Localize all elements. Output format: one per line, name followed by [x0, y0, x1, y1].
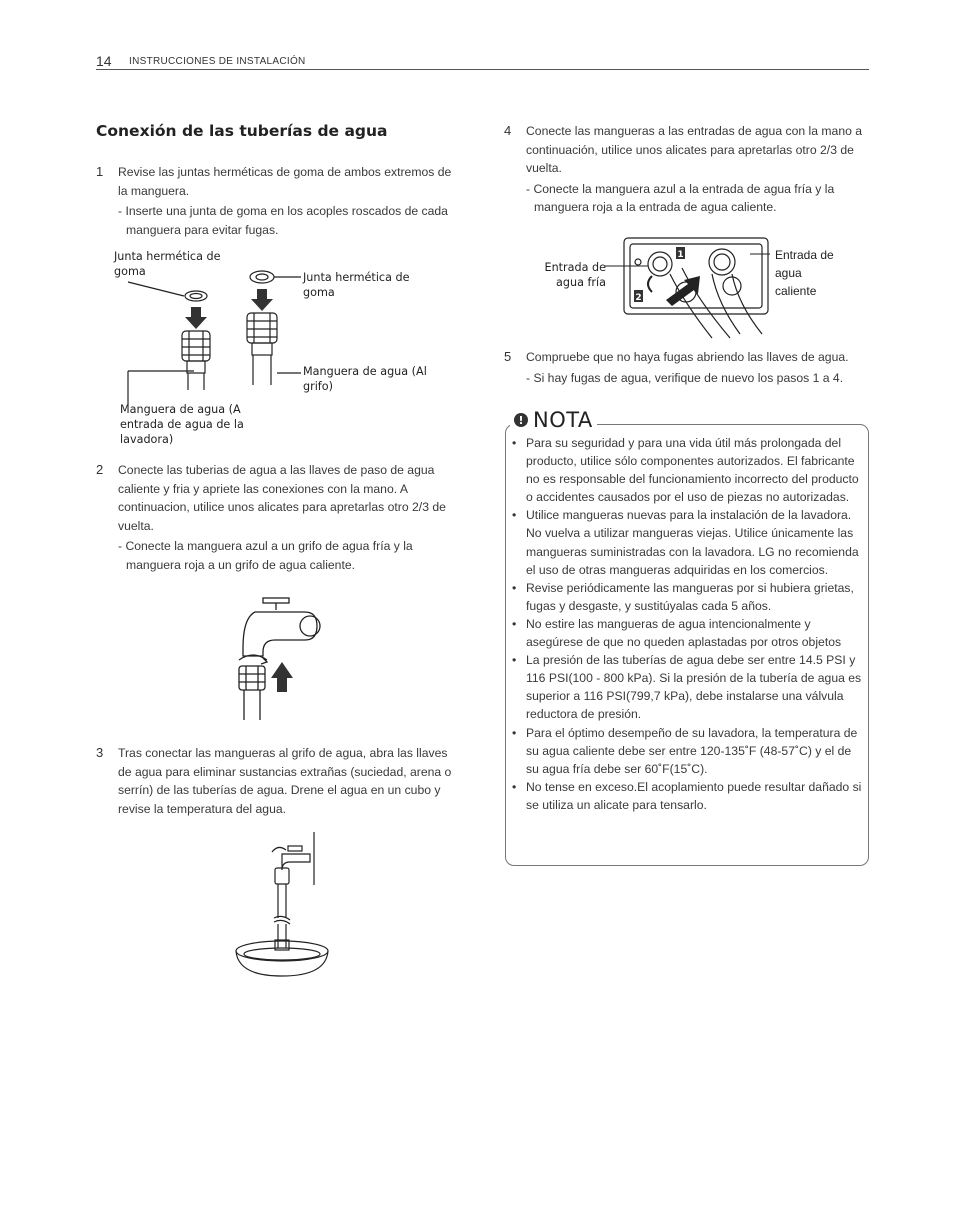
step-number: 4 — [504, 123, 512, 138]
label-seal-left: Junta hermética de goma — [114, 250, 221, 278]
step-text: Tras conectar las mangueras al grifo de agua, abra las llaves de agua para eliminar sustancias extrañas (suciedad, arena o serrín) de las tuberías de agua. Drene el agua en un cubo y revise la temperatura del agua. — [118, 746, 452, 816]
note-header — [510, 408, 597, 432]
page-number: 14 — [96, 53, 112, 69]
cold-inlet — [648, 252, 672, 276]
label-cold-inlet: Entrada de agua fría — [544, 261, 606, 289]
step-number: 5 — [504, 349, 512, 364]
rotate-arrow-icon — [648, 276, 652, 292]
label-hose-washer: Manguera de agua (A entrada de agua de la lavadora) — [120, 403, 244, 446]
note-item: • Para su seguridad y para una vida útil más prolongada del producto, utilice sólo componentes autorizados. El fabricante no es responsable del funcionamiento incorrecto del producto o accidentes causados por el uso de piezas no autorizadas. — [511, 434, 863, 506]
label-seal-right: Junta hermética de goma — [303, 271, 410, 299]
arrow-down-icon — [185, 307, 207, 329]
section-title: Conexión de las tuberías de agua — [96, 122, 388, 140]
step-text: Conecte las mangueras a las entradas de agua con la mano a continuación, utilice unos alicates para apretarlas otro 2/3 de vuelta. — [526, 124, 863, 175]
hot-inlet — [709, 249, 735, 275]
step-number: 3 — [96, 745, 104, 760]
washer-inlet-figure — [600, 234, 770, 344]
bucket-drain-figure — [230, 830, 340, 980]
label-hose-tap: Manguera de agua (Al grifo) — [303, 365, 427, 393]
note-list — [511, 434, 863, 814]
step-text: Conecte las tuberias de agua a las llaves de paso de agua caliente y fria y apriete las conexiones con la mano. A continuacion, utilice unos alicates para apretarlas otro 2/3 de vuelta. — [118, 463, 446, 533]
note-item: • La presión de las tuberías de agua debe ser entre 14.5 PSI y 116 PSI(100 - 800 kPa). Si la presión de la tubería de agua es superior a 116 PSI(799,7 kPa), debe instalarse una válvula reductora de presión. — [511, 651, 863, 723]
badge-2-text: 2 — [635, 293, 642, 303]
step-subtext: - Conecte la manguera azul a un grifo de agua fría y la manguera roja a un grifo de agua caliente. — [118, 539, 413, 572]
header-rule — [96, 69, 869, 70]
step-1 — [96, 163, 456, 239]
rubber-seal-right — [250, 271, 274, 283]
step-subtext: - Si hay fugas de agua, verifique de nuevo los pasos 1 a 4. — [526, 370, 844, 385]
step-number: 1 — [96, 164, 104, 179]
note-title: NOTA — [533, 408, 593, 432]
header-title: INSTRUCCIONES DE INSTALACIÓN — [129, 56, 306, 67]
badge-1-text: 1 — [677, 250, 684, 260]
note-item: • Revise periódicamente las mangueras por si hubiera grietas, fugas y desgaste, y sustitúyalas cada 5 años. — [511, 579, 863, 615]
washer-back-panel — [624, 238, 768, 314]
step-3 — [96, 744, 462, 818]
step-subtext: - Inserte una junta de goma en los acoples roscados de cada manguera para evitar fugas. — [118, 204, 448, 237]
arrow-down-icon — [251, 289, 273, 311]
arrow-up-icon — [271, 662, 293, 692]
step-5 — [504, 348, 869, 387]
step-number: 2 — [96, 462, 104, 477]
note-item: • No estire las mangueras de agua intencionalmente y asegúrese de que no queden aplastadas por otros objetos — [511, 615, 863, 651]
faucet-connection-figure — [225, 590, 335, 725]
label-hot-inlet: Entrada de agua caliente — [775, 248, 834, 298]
hose-coupling-right — [247, 313, 277, 343]
hose-coupling-left — [182, 331, 210, 361]
note-item: • Utilice mangueras nuevas para la instalación de la lavadora. No vuelva a utilizar mangueras viejas. Utilice únicamente las mangueras suministradas con la lavadora. LG no recomienda el uso de otras mangueras adquiridas en los comercios. — [511, 506, 863, 578]
faucet-body — [243, 612, 317, 656]
note-item: • No tense en exceso.El acoplamiento puede resultar dañado si se utiliza un alicate para tensarlo. — [511, 778, 863, 814]
step-2 — [96, 461, 462, 574]
step-subtext: - Conecte la manguera azul a la entrada de agua fría y la manguera roja a la entrada de agua caliente. — [526, 181, 835, 214]
step-4 — [504, 122, 869, 217]
step-text: Revise las juntas herméticas de goma de ambos extremos de la manguera. — [118, 165, 452, 198]
faucet-handle — [263, 598, 289, 603]
hose-coupling — [239, 666, 265, 690]
note-item: • Para el óptimo desempeño de su lavadora, la temperatura de su agua caliente debe ser entre 120-135˚F (48-57˚C) y el de su agua fría debe ser 60˚F(15˚C). — [511, 724, 863, 778]
rubber-seal-left — [185, 291, 207, 301]
step-text: Compruebe que no haya fugas abriendo las llaves de agua. — [526, 350, 849, 364]
warning-icon: ! — [514, 413, 528, 427]
